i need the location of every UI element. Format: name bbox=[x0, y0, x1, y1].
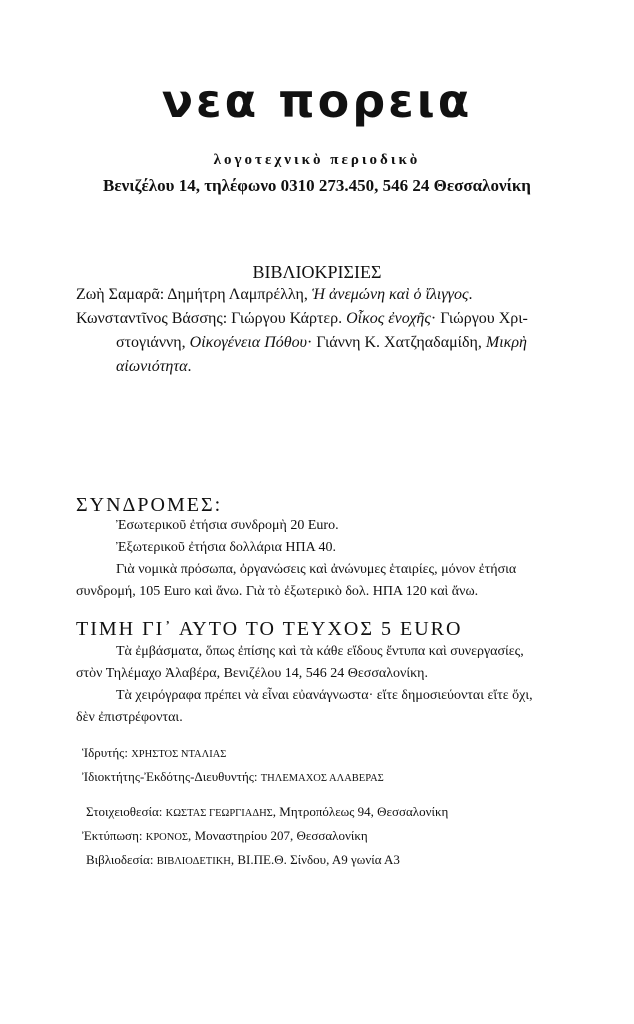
credit-printing bbox=[82, 828, 368, 844]
review-line bbox=[116, 334, 527, 352]
text: . bbox=[187, 358, 192, 375]
text: στογιάννη, bbox=[116, 334, 190, 351]
price-heading: ΤΙΜΗ ΓΙ᾽ ΑΥΤΟ ΤΟ ΤΕΥΧΟΣ 5 EURO bbox=[76, 618, 463, 640]
book-title: Ἡ ἀνεμώνη καὶ ὁ ἴλιγγος bbox=[311, 286, 469, 303]
review-line bbox=[76, 310, 528, 328]
text: · Γιάννη Κ. Χατζηαδαμίδη, bbox=[306, 334, 486, 351]
credit-label: Στοιχειοθεσία: bbox=[86, 804, 166, 819]
reviews-heading: ΒΙΒΛΙΟΚΡΙΣΙΕΣ bbox=[252, 262, 382, 282]
subscription-line: Ἐξωτερικοῦ ἐτήσια δολλάρια ΗΠΑ 40. bbox=[116, 540, 336, 555]
book-title: αἰωνιότητα bbox=[116, 358, 188, 375]
price-line: Τὰ χειρόγραφα πρέπει νὰ εἶναι εὐανάγνωστα· εἴτε δημοσιεύονται εἴτε ὄχι, bbox=[116, 688, 533, 703]
review-line bbox=[76, 286, 472, 304]
subscriptions-heading: ΣΥΝΔΡΟΜΕΣ: bbox=[76, 494, 223, 516]
journal-address: Βενιζέλου 14, τηλέφωνο 0310 273.450, 546 24 Θεσσαλονίκη bbox=[103, 176, 531, 195]
credit-label: Ἐκτύπωση: bbox=[82, 828, 146, 843]
book-title: Οἰκογένεια Πόθου bbox=[189, 334, 307, 351]
credit-binding bbox=[86, 852, 400, 868]
text: Ζωὴ Σαμαρᾶ: Δημήτρη Λαμπρέλλη, bbox=[76, 286, 312, 303]
credit-label: Ἰδιοκτήτης-Ἐκδότης-Διευθυντής: bbox=[82, 769, 261, 784]
credit-publisher bbox=[82, 769, 384, 785]
credit-detail: , ΒΙ.ΠΕ.Θ. Σίνδου, Α9 γωνία Α3 bbox=[230, 852, 400, 867]
price-line: δὲν ἐπιστρέφονται. bbox=[76, 710, 183, 725]
credit-name: ΤΗΛΕΜΑΧΟΣ ΑΛΑΒΕΡΑΣ bbox=[260, 773, 384, 784]
book-title: Μικρὴ bbox=[485, 334, 527, 351]
journal-title: νεα πορεια bbox=[161, 74, 473, 128]
credit-detail: , Μητροπόλεως 94, Θεσσαλονίκη bbox=[272, 804, 449, 819]
credit-typesetting bbox=[86, 804, 448, 820]
credit-label: Βιβλιοδεσία: bbox=[86, 852, 157, 867]
credit-label: Ἱδρυτής: bbox=[82, 745, 132, 760]
text: Κωνσταντῖνος Βάσσης: Γιώργου Κάρτερ. bbox=[76, 310, 347, 327]
credit-name: ΒΙΒΛΙΟΔΕΤΙΚΗ bbox=[156, 856, 231, 867]
review-line bbox=[116, 358, 191, 376]
text: . bbox=[468, 286, 473, 303]
credit-name: ΧΡΗΣΤΟΣ ΝΤΑΛΙΑΣ bbox=[131, 749, 227, 760]
credit-name: ΚΩΣΤΑΣ ΓΕΩΡΓΙΑΔΗΣ bbox=[165, 808, 273, 819]
text: · Γιώργου Χρι- bbox=[430, 310, 528, 327]
subscription-line: Γιὰ νομικὰ πρόσωπα, ὀργανώσεις καὶ ἀνώνυμες ἑταιρίες, μόνον ἐτήσια bbox=[116, 562, 517, 577]
credit-name: ΚΡΟΝΟΣ bbox=[145, 832, 189, 843]
price-line: στὸν Τηλέμαχο Ἀλαβέρα, Βενιζέλου 14, 546 24 Θεσσαλονίκη. bbox=[76, 666, 428, 681]
journal-subtitle: λογοτεχνικὸ περιοδικὸ bbox=[213, 152, 421, 168]
credit-founder bbox=[82, 745, 226, 761]
price-line: Τὰ ἐμβάσματα, ὅπως ἐπίσης καὶ τὰ κάθε εἴδους ἔντυπα καὶ συνεργασίες, bbox=[116, 644, 524, 659]
subscription-line: Ἐσωτερικοῦ ἐτήσια συνδρομὴ 20 Euro. bbox=[116, 518, 339, 533]
subscription-line: συνδρομή, 105 Euro καὶ ἄνω. Γιὰ τὸ ἐξωτερικὸ δολ. ΗΠΑ 120 καὶ ἄνω. bbox=[76, 584, 479, 599]
book-title: Οἶκος ἐνοχῆς bbox=[346, 310, 431, 327]
credit-detail: , Μοναστηρίου 207, Θεσσαλονίκη bbox=[188, 828, 368, 843]
